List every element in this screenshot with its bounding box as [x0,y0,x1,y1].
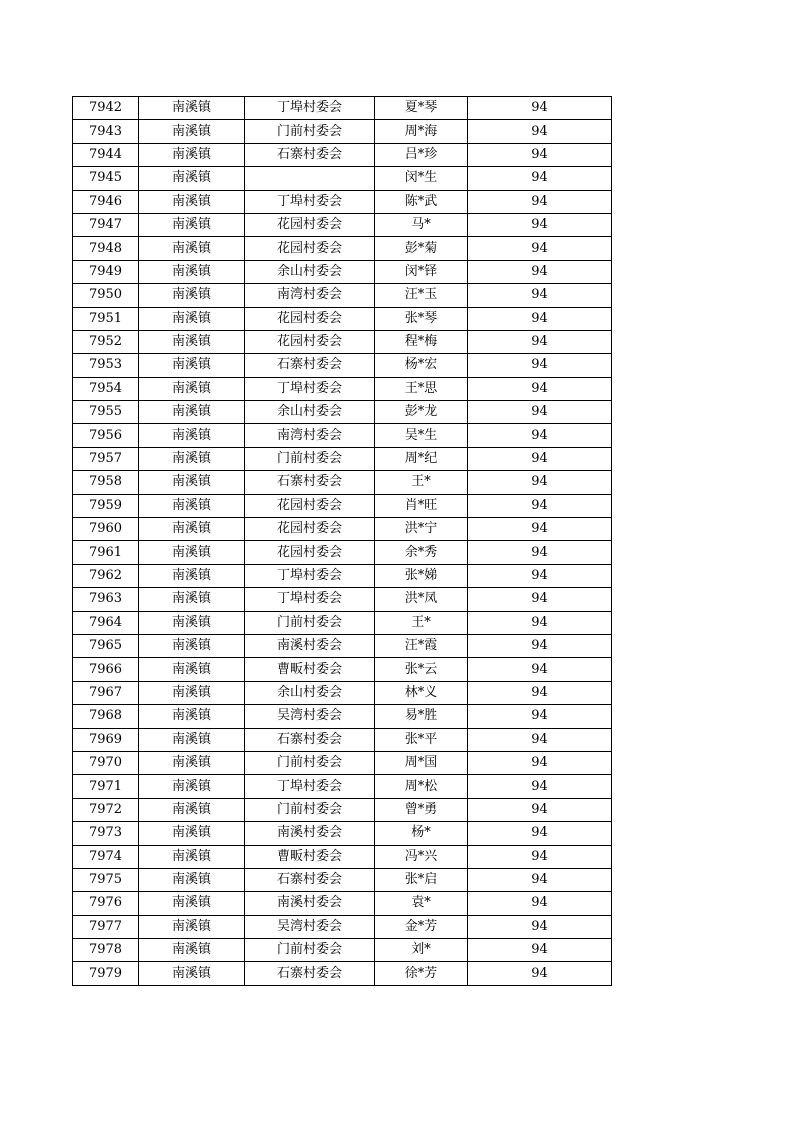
cell-person-name: 王* [375,471,468,494]
table-row [73,541,612,564]
cell-score: 94 [468,377,612,400]
cell-town: 南溪镇 [139,213,245,236]
cell-score: 94 [468,330,612,353]
cell-serial-number: 7953 [73,354,139,377]
table-row [73,167,612,190]
table-row [73,892,612,915]
table-row [73,681,612,704]
cell-town: 南溪镇 [139,284,245,307]
table-row [73,775,612,798]
cell-score: 94 [468,143,612,166]
cell-serial-number: 7975 [73,868,139,891]
cell-serial-number: 7950 [73,284,139,307]
cell-person-name: 吴*生 [375,424,468,447]
cell-village-committee: 门前村委会 [245,120,375,143]
cell-village-committee: 石寨村委会 [245,143,375,166]
cell-town: 南溪镇 [139,307,245,330]
cell-score: 94 [468,190,612,213]
cell-town: 南溪镇 [139,120,245,143]
table-row [73,377,612,400]
cell-town: 南溪镇 [139,681,245,704]
cell-town: 南溪镇 [139,190,245,213]
cell-person-name: 洪*凤 [375,588,468,611]
cell-score: 94 [468,611,612,634]
cell-town: 南溪镇 [139,564,245,587]
cell-score: 94 [468,284,612,307]
table-row [73,471,612,494]
cell-village-committee: 花园村委会 [245,541,375,564]
cell-score: 94 [468,354,612,377]
table-row [73,284,612,307]
cell-person-name: 金*芳 [375,915,468,938]
cell-village-committee: 吴湾村委会 [245,915,375,938]
cell-town: 南溪镇 [139,611,245,634]
cell-score: 94 [468,401,612,424]
cell-village-committee: 花园村委会 [245,307,375,330]
cell-person-name: 夏*琴 [375,97,468,120]
cell-village-committee: 丁埠村委会 [245,377,375,400]
cell-score: 94 [468,237,612,260]
table-row [73,494,612,517]
cell-score: 94 [468,751,612,774]
cell-score: 94 [468,213,612,236]
cell-village-committee: 花园村委会 [245,518,375,541]
cell-serial-number: 7942 [73,97,139,120]
cell-serial-number: 7961 [73,541,139,564]
cell-village-committee: 石寨村委会 [245,868,375,891]
cell-person-name: 程*梅 [375,330,468,353]
cell-town: 南溪镇 [139,705,245,728]
cell-serial-number: 7972 [73,798,139,821]
cell-score: 94 [468,705,612,728]
cell-person-name: 张*娣 [375,564,468,587]
cell-serial-number: 7971 [73,775,139,798]
cell-person-name: 袁* [375,892,468,915]
table-row [73,658,612,681]
cell-town: 南溪镇 [139,97,245,120]
cell-town: 南溪镇 [139,634,245,657]
cell-village-committee: 余山村委会 [245,681,375,704]
cell-score: 94 [468,541,612,564]
cell-person-name: 周*国 [375,751,468,774]
cell-score: 94 [468,728,612,751]
cell-village-committee: 门前村委会 [245,751,375,774]
table-row [73,190,612,213]
cell-town: 南溪镇 [139,892,245,915]
cell-person-name: 彭*龙 [375,401,468,424]
cell-town: 南溪镇 [139,541,245,564]
cell-serial-number: 7944 [73,143,139,166]
cell-serial-number: 7965 [73,634,139,657]
table-row [73,564,612,587]
cell-person-name: 汪*玉 [375,284,468,307]
cell-person-name: 冯*兴 [375,845,468,868]
cell-town: 南溪镇 [139,494,245,517]
cell-score: 94 [468,822,612,845]
table-row [73,798,612,821]
cell-town: 南溪镇 [139,822,245,845]
cell-score: 94 [468,564,612,587]
cell-score: 94 [468,120,612,143]
cell-person-name: 闵*铎 [375,260,468,283]
cell-person-name: 肖*旺 [375,494,468,517]
cell-person-name: 张*平 [375,728,468,751]
cell-town: 南溪镇 [139,330,245,353]
cell-village-committee: 丁埠村委会 [245,564,375,587]
cell-person-name: 周*纪 [375,447,468,470]
cell-serial-number: 7955 [73,401,139,424]
cell-village-committee: 曹畈村委会 [245,845,375,868]
cell-village-committee: 曹畈村委会 [245,658,375,681]
cell-village-committee: 石寨村委会 [245,471,375,494]
table-row [73,962,612,985]
table-row [73,237,612,260]
cell-town: 南溪镇 [139,868,245,891]
cell-serial-number: 7956 [73,424,139,447]
cell-village-committee: 余山村委会 [245,401,375,424]
table-row [73,260,612,283]
cell-score: 94 [468,845,612,868]
table-row [73,588,612,611]
cell-town: 南溪镇 [139,237,245,260]
cell-person-name: 王*思 [375,377,468,400]
cell-serial-number: 7947 [73,213,139,236]
table-row [73,845,612,868]
table-row [73,728,612,751]
cell-person-name: 汪*霞 [375,634,468,657]
cell-village-committee: 吴湾村委会 [245,705,375,728]
cell-serial-number: 7959 [73,494,139,517]
cell-person-name: 吕*珍 [375,143,468,166]
cell-village-committee: 南湾村委会 [245,424,375,447]
cell-score: 94 [468,634,612,657]
cell-village-committee: 门前村委会 [245,798,375,821]
table-row [73,120,612,143]
cell-person-name: 彭*菊 [375,237,468,260]
cell-village-committee [245,167,375,190]
cell-village-committee: 丁埠村委会 [245,97,375,120]
table-row [73,868,612,891]
table-row [73,330,612,353]
cell-village-committee: 南湾村委会 [245,284,375,307]
cell-village-committee: 余山村委会 [245,260,375,283]
cell-serial-number: 7967 [73,681,139,704]
data-table [72,96,612,986]
cell-town: 南溪镇 [139,401,245,424]
table-row [73,518,612,541]
cell-town: 南溪镇 [139,845,245,868]
table-row [73,143,612,166]
cell-town: 南溪镇 [139,424,245,447]
cell-score: 94 [468,588,612,611]
cell-score: 94 [468,494,612,517]
cell-person-name: 曾*勇 [375,798,468,821]
cell-score: 94 [468,939,612,962]
cell-serial-number: 7960 [73,518,139,541]
cell-town: 南溪镇 [139,939,245,962]
cell-town: 南溪镇 [139,260,245,283]
cell-town: 南溪镇 [139,915,245,938]
cell-score: 94 [468,915,612,938]
cell-person-name: 王* [375,611,468,634]
cell-town: 南溪镇 [139,588,245,611]
cell-village-committee: 南溪村委会 [245,822,375,845]
cell-person-name: 马* [375,213,468,236]
table-row [73,447,612,470]
cell-serial-number: 7976 [73,892,139,915]
cell-person-name: 张*琴 [375,307,468,330]
cell-score: 94 [468,892,612,915]
table-row [73,611,612,634]
cell-serial-number: 7962 [73,564,139,587]
cell-serial-number: 7949 [73,260,139,283]
cell-serial-number: 7951 [73,307,139,330]
cell-town: 南溪镇 [139,167,245,190]
cell-serial-number: 7970 [73,751,139,774]
table-row [73,401,612,424]
cell-person-name: 易*胜 [375,705,468,728]
table-row [73,634,612,657]
cell-serial-number: 7963 [73,588,139,611]
cell-village-committee: 南溪村委会 [245,892,375,915]
cell-serial-number: 7978 [73,939,139,962]
cell-village-committee: 花园村委会 [245,494,375,517]
cell-person-name: 周*松 [375,775,468,798]
table-row [73,915,612,938]
cell-serial-number: 7946 [73,190,139,213]
cell-town: 南溪镇 [139,143,245,166]
cell-serial-number: 7954 [73,377,139,400]
cell-person-name: 张*云 [375,658,468,681]
cell-person-name: 洪*宁 [375,518,468,541]
table-row [73,213,612,236]
table-row [73,354,612,377]
cell-serial-number: 7945 [73,167,139,190]
cell-person-name: 闵*生 [375,167,468,190]
cell-score: 94 [468,868,612,891]
cell-town: 南溪镇 [139,471,245,494]
cell-score: 94 [468,424,612,447]
cell-town: 南溪镇 [139,728,245,751]
cell-village-committee: 门前村委会 [245,939,375,962]
cell-serial-number: 7952 [73,330,139,353]
table-row [73,705,612,728]
table-body [73,97,612,986]
cell-score: 94 [468,962,612,985]
cell-village-committee: 花园村委会 [245,330,375,353]
cell-serial-number: 7964 [73,611,139,634]
cell-serial-number: 7977 [73,915,139,938]
cell-serial-number: 7969 [73,728,139,751]
cell-person-name: 余*秀 [375,541,468,564]
cell-serial-number: 7979 [73,962,139,985]
cell-village-committee: 花园村委会 [245,213,375,236]
cell-score: 94 [468,97,612,120]
cell-person-name: 陈*武 [375,190,468,213]
cell-serial-number: 7957 [73,447,139,470]
cell-village-committee: 丁埠村委会 [245,775,375,798]
cell-village-committee: 石寨村委会 [245,354,375,377]
cell-score: 94 [468,307,612,330]
cell-serial-number: 7974 [73,845,139,868]
cell-person-name: 张*启 [375,868,468,891]
table-row [73,97,612,120]
cell-town: 南溪镇 [139,518,245,541]
cell-serial-number: 7943 [73,120,139,143]
cell-serial-number: 7958 [73,471,139,494]
cell-village-committee: 花园村委会 [245,237,375,260]
cell-score: 94 [468,167,612,190]
cell-town: 南溪镇 [139,354,245,377]
cell-person-name: 周*海 [375,120,468,143]
cell-person-name: 刘* [375,939,468,962]
cell-town: 南溪镇 [139,658,245,681]
cell-serial-number: 7973 [73,822,139,845]
cell-town: 南溪镇 [139,377,245,400]
cell-serial-number: 7966 [73,658,139,681]
cell-village-committee: 石寨村委会 [245,728,375,751]
table-row [73,751,612,774]
cell-town: 南溪镇 [139,751,245,774]
cell-score: 94 [468,518,612,541]
cell-person-name: 林*义 [375,681,468,704]
cell-score: 94 [468,471,612,494]
cell-town: 南溪镇 [139,798,245,821]
table-row [73,424,612,447]
cell-person-name: 杨*宏 [375,354,468,377]
cell-score: 94 [468,775,612,798]
cell-village-committee: 丁埠村委会 [245,588,375,611]
cell-village-committee: 门前村委会 [245,611,375,634]
cell-serial-number: 7968 [73,705,139,728]
cell-town: 南溪镇 [139,447,245,470]
cell-score: 94 [468,658,612,681]
cell-village-committee: 门前村委会 [245,447,375,470]
cell-person-name: 杨* [375,822,468,845]
cell-village-committee: 南溪村委会 [245,634,375,657]
cell-village-committee: 石寨村委会 [245,962,375,985]
cell-serial-number: 7948 [73,237,139,260]
table-row [73,939,612,962]
cell-town: 南溪镇 [139,775,245,798]
cell-score: 94 [468,447,612,470]
cell-score: 94 [468,681,612,704]
cell-village-committee: 丁埠村委会 [245,190,375,213]
cell-score: 94 [468,798,612,821]
cell-town: 南溪镇 [139,962,245,985]
cell-person-name: 徐*芳 [375,962,468,985]
cell-score: 94 [468,260,612,283]
table-row [73,307,612,330]
table-row [73,822,612,845]
